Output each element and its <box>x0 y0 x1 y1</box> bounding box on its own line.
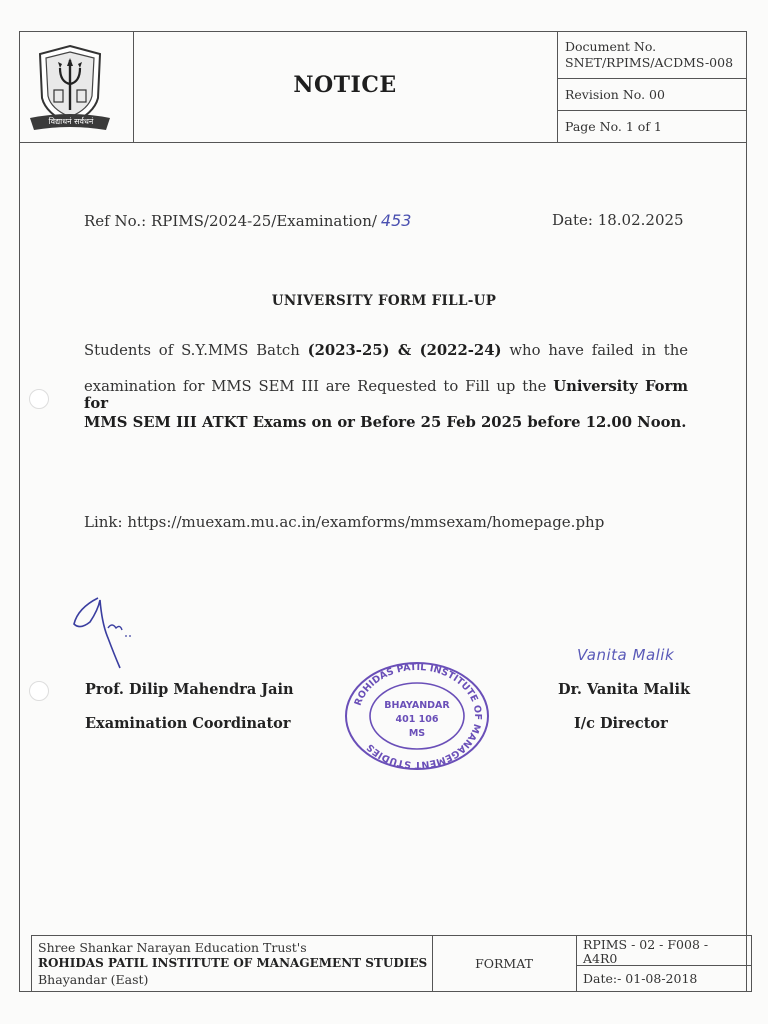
body-deadline: MMS SEM III ATKT Exams on or Before 25 Feb 2025 before 12.00 Noon. <box>84 414 687 431</box>
right-signature: Vanita Malik <box>577 646 675 664</box>
ref-number <box>84 211 411 230</box>
stamp-center-line-3: MS <box>408 728 426 739</box>
document-no-value: SNET/RPIMS/ACDMS-008 <box>565 55 734 70</box>
ref-handwritten-number: 453 <box>380 211 412 230</box>
ref-label: Ref No.: RPIMS/2024-25/Examination/ <box>84 212 377 230</box>
punch-hole-mark <box>29 681 49 701</box>
document-no-label: Document No. <box>565 39 657 54</box>
header-divider-left <box>133 31 134 143</box>
body-line-1-c: who have failed in the <box>501 342 688 359</box>
header-divider-right <box>557 31 558 143</box>
header-meta-divider-1 <box>557 78 747 79</box>
body-line-1 <box>84 342 688 359</box>
footer-date: Date:- 01-08-2018 <box>583 971 698 986</box>
stamp-ring-text: ROHIDAS PATIL INSTITUTE OF MANAGEMENT STUDIES <box>352 661 484 771</box>
left-signer-name: Prof. Dilip Mahendra Jain <box>85 681 294 698</box>
stamp-center-line-2: 401 106 <box>395 714 439 725</box>
footer-institute: ROHIDAS PATIL INSTITUTE OF MANAGEMENT STUDIES <box>38 956 428 970</box>
left-signature <box>68 594 138 672</box>
revision-no: Revision No. 00 <box>565 87 665 102</box>
body-line-2 <box>84 378 688 412</box>
punch-hole-mark <box>29 389 49 409</box>
page-border <box>19 31 747 992</box>
notice-date: Date: 18.02.2025 <box>552 211 684 229</box>
footer-divider-2 <box>576 935 577 992</box>
logo-banner-text: विद्याधनं सर्वधनं <box>48 117 94 126</box>
notice-subject: UNIVERSITY FORM FILL-UP <box>271 293 497 309</box>
footer-place: Bhayandar (East) <box>38 972 149 987</box>
stamp-center-line-1: BHAYANDAR <box>384 700 450 711</box>
right-signer-title: I/c Director <box>574 715 668 732</box>
footer-code-line-1: RPIMS - 02 - F008 - <box>583 937 709 952</box>
header-meta-divider-2 <box>557 110 747 111</box>
institute-logo <box>24 40 116 136</box>
footer-format: FORMAT <box>475 956 533 971</box>
institute-stamp <box>343 661 491 771</box>
left-signer-title: Examination Coordinator <box>85 715 291 732</box>
footer-code-line-2: A4R0 <box>583 951 618 966</box>
body-batches: (2023-25) & (2022-24) <box>307 342 502 359</box>
notice-title: NOTICE <box>293 72 397 98</box>
right-signer-name: Dr. Vanita Malik <box>558 681 690 698</box>
body-line-1-a: Students of S.Y.MMS Batch <box>84 342 308 359</box>
body-line-3 <box>84 414 688 431</box>
page-no: Page No. 1 of 1 <box>565 119 662 134</box>
body-line-2-b: University Form for <box>84 378 688 412</box>
footer-trust: Shree Shankar Narayan Education Trust's <box>38 940 307 955</box>
exam-form-link[interactable]: Link: https://muexam.mu.ac.in/examforms/mmsexam/homepage.php <box>84 513 605 531</box>
body-line-2-a: examination for MMS SEM III are Requested to Fill up the <box>84 378 554 395</box>
